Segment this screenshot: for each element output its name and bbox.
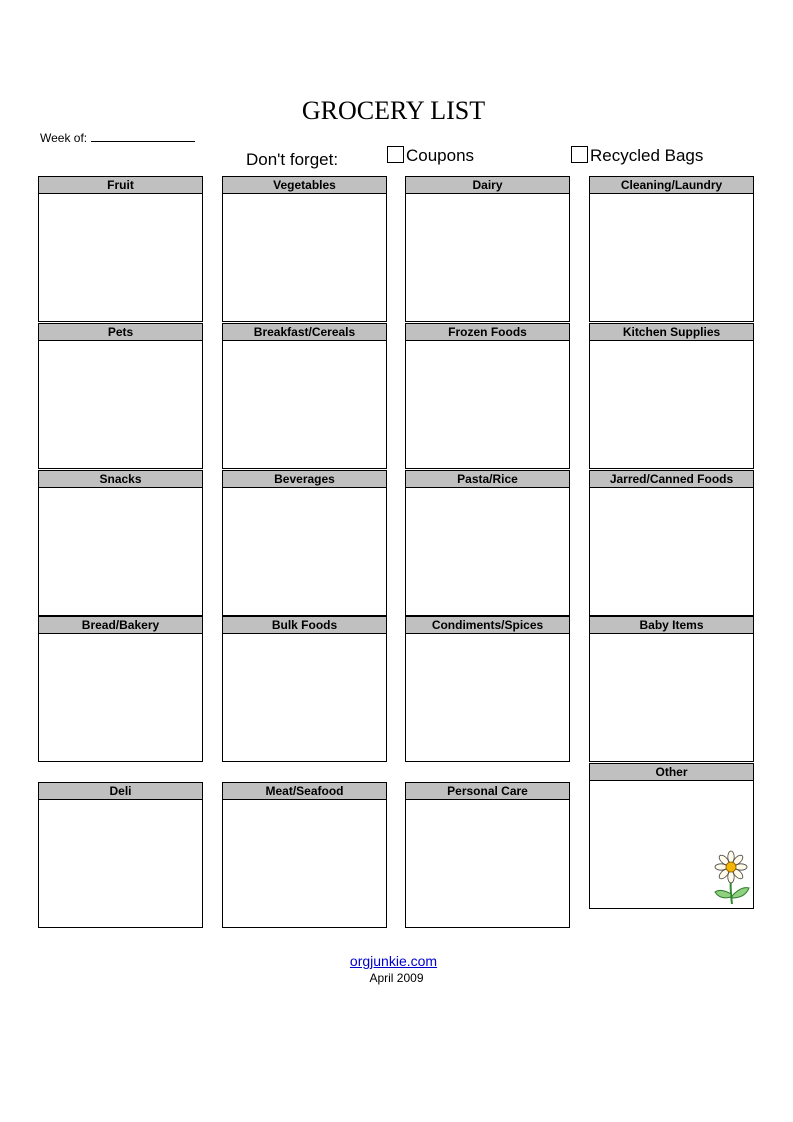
category-beverages (222, 470, 387, 616)
category-condiments-spices (405, 616, 570, 762)
category-header: Dairy (405, 176, 570, 194)
category-header: Kitchen Supplies (589, 323, 754, 341)
category-list-area[interactable] (589, 634, 754, 762)
category-jarred-canned-foods (589, 470, 754, 616)
category-list-area[interactable] (405, 634, 570, 762)
category-header: Breakfast/Cereals (222, 323, 387, 341)
category-list-area[interactable] (405, 341, 570, 469)
category-list-area[interactable] (589, 488, 754, 616)
category-header: Condiments/Spices (405, 616, 570, 634)
category-baby-items (589, 616, 754, 762)
category-breakfast-cereals (222, 323, 387, 469)
category-kitchen-supplies (589, 323, 754, 469)
category-header: Baby Items (589, 616, 754, 634)
daisy-flower-icon (711, 850, 751, 906)
coupons-label: Coupons (406, 146, 475, 165)
category-header: Beverages (222, 470, 387, 488)
category-header: Bulk Foods (222, 616, 387, 634)
category-header: Vegetables (222, 176, 387, 194)
category-header: Other (589, 763, 754, 781)
category-list-area[interactable] (589, 781, 754, 909)
category-header: Jarred/Canned Foods (589, 470, 754, 488)
category-list-area[interactable] (222, 194, 387, 322)
category-list-area[interactable] (38, 194, 203, 322)
category-list-area[interactable] (405, 488, 570, 616)
category-list-area[interactable] (38, 488, 203, 616)
category-other (589, 763, 754, 909)
category-meat-seafood (222, 782, 387, 928)
coupons-checkbox[interactable] (387, 146, 404, 163)
category-list-area[interactable] (222, 800, 387, 928)
category-frozen-foods (405, 323, 570, 469)
category-list-area[interactable] (589, 341, 754, 469)
category-header: Snacks (38, 470, 203, 488)
recycled-bags-label: Recycled Bags (590, 146, 704, 165)
category-bread-bakery (38, 616, 203, 762)
category-vegetables (222, 176, 387, 322)
category-header: Bread/Bakery (38, 616, 203, 634)
recycled-bags-option[interactable] (571, 146, 703, 166)
category-list-area[interactable] (589, 194, 754, 322)
orgjunkie-link[interactable]: orgjunkie.com (349, 953, 438, 969)
category-header: Pasta/Rice (405, 470, 570, 488)
coupons-option[interactable] (387, 146, 474, 166)
category-list-area[interactable] (222, 488, 387, 616)
page-title: GROCERY LIST (301, 96, 486, 125)
week-of-label: Week of: (40, 131, 88, 145)
dont-forget-label: Don't forget: (246, 150, 339, 169)
category-deli (38, 782, 203, 928)
category-header: Cleaning/Laundry (589, 176, 754, 194)
category-list-area[interactable] (38, 800, 203, 928)
category-header: Personal Care (405, 782, 570, 800)
category-fruit (38, 176, 203, 322)
category-pets (38, 323, 203, 469)
category-dairy (405, 176, 570, 322)
category-list-area[interactable] (405, 800, 570, 928)
week-of (40, 131, 195, 145)
recycled-bags-checkbox[interactable] (571, 146, 588, 163)
category-header: Fruit (38, 176, 203, 194)
category-snacks (38, 470, 203, 616)
category-header: Frozen Foods (405, 323, 570, 341)
week-of-field[interactable] (91, 131, 195, 142)
category-bulk-foods (222, 616, 387, 762)
category-header: Pets (38, 323, 203, 341)
category-header: Deli (38, 782, 203, 800)
category-list-area[interactable] (38, 341, 203, 469)
category-personal-care (405, 782, 570, 928)
category-list-area[interactable] (222, 634, 387, 762)
category-cleaning-laundry (589, 176, 754, 322)
category-list-area[interactable] (222, 341, 387, 469)
category-list-area[interactable] (38, 634, 203, 762)
category-pasta-rice (405, 470, 570, 616)
category-header: Meat/Seafood (222, 782, 387, 800)
footer-date: April 2009 (369, 971, 424, 985)
category-list-area[interactable] (405, 194, 570, 322)
